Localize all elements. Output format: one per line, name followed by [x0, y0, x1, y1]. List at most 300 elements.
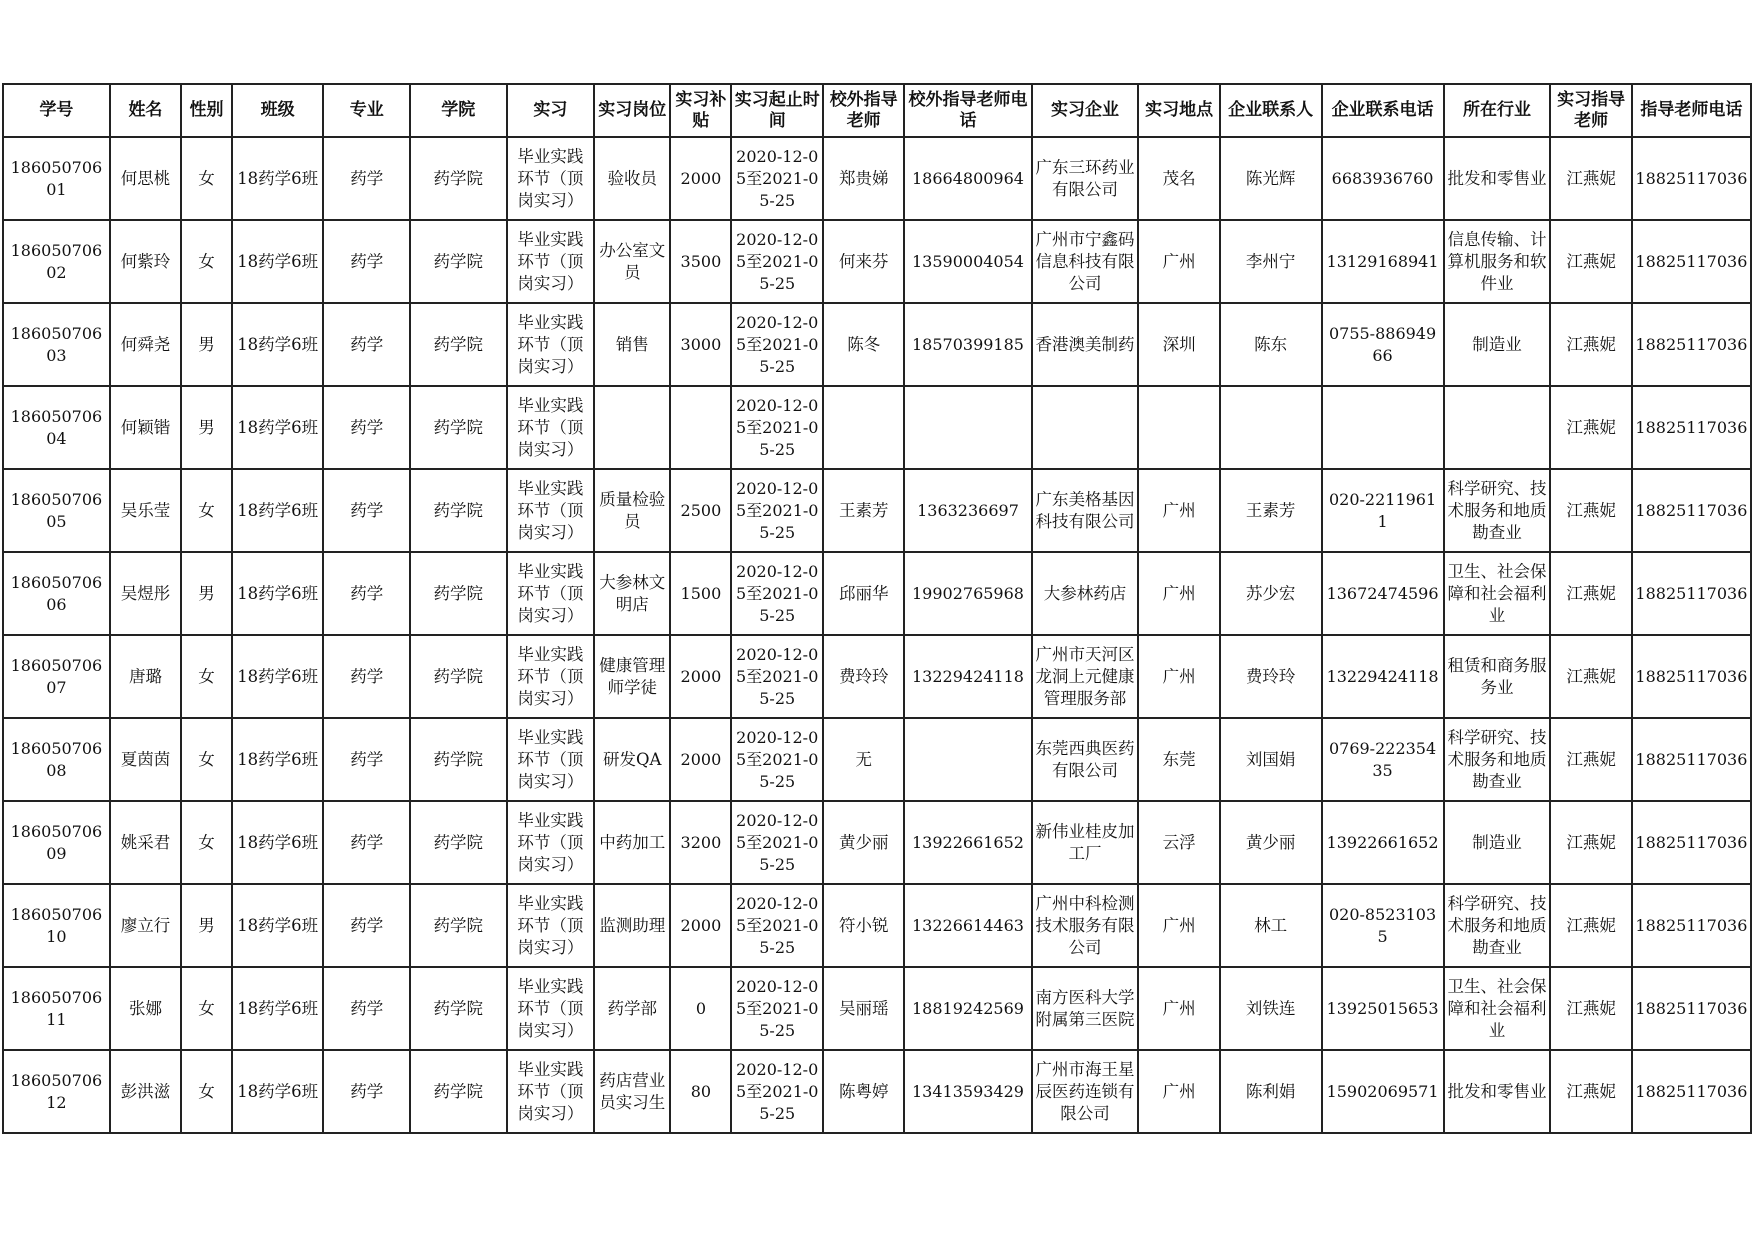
table-cell — [1322, 469, 1444, 552]
table-cell — [1220, 884, 1322, 967]
table-cell — [1032, 1050, 1139, 1133]
cell-text: 13922661652 — [1326, 832, 1439, 852]
table-cell — [110, 469, 181, 552]
cell-text: 江燕妮 — [1566, 168, 1616, 188]
table-cell — [1138, 967, 1219, 1050]
table-cell — [507, 303, 595, 386]
table-cell — [594, 635, 670, 718]
cell-text: 0 — [695, 998, 706, 1018]
table-cell — [410, 220, 507, 303]
table-cell — [3, 220, 110, 303]
cell-text: 男 — [198, 417, 215, 437]
table-cell — [232, 635, 324, 718]
table-cell — [1322, 552, 1444, 635]
cell-text: 南方医科大学附属第三医院 — [1035, 987, 1135, 1029]
column-header: 实习岗位 — [594, 84, 670, 137]
table-cell — [323, 303, 409, 386]
cell-text: 2500 — [680, 500, 722, 520]
table-cell — [410, 1050, 507, 1133]
cell-text: 江燕妮 — [1566, 832, 1616, 852]
table-cell — [232, 1050, 324, 1133]
cell-text: 李州宁 — [1245, 251, 1296, 271]
cell-text: 2020-12-05至2021-05-25 — [735, 395, 819, 459]
table-cell — [507, 220, 595, 303]
table-cell — [670, 552, 731, 635]
table-cell — [1322, 220, 1444, 303]
table-cell — [1632, 801, 1751, 884]
table-cell — [410, 469, 507, 552]
table-cell — [594, 386, 670, 469]
cell-text: 毕业实践环节（顶岗实习） — [517, 644, 584, 708]
cell-text: 陈冬 — [847, 334, 881, 354]
table-cell — [507, 718, 595, 801]
cell-text: 2020-12-05至2021-05-25 — [735, 1059, 819, 1123]
table-cell — [181, 386, 232, 469]
table-cell — [110, 137, 181, 220]
cell-text: 18825117036 — [1635, 334, 1748, 354]
cell-text: 19902765968 — [911, 583, 1024, 603]
table-cell — [181, 884, 232, 967]
table-cell — [823, 303, 904, 386]
table-row — [3, 1050, 1751, 1133]
table-cell — [232, 303, 324, 386]
column-header: 实习指导老师 — [1550, 84, 1631, 137]
cell-text: 3000 — [680, 334, 722, 354]
cell-text: 13925015653 — [1326, 998, 1439, 1018]
cell-text: 18605070604 — [10, 406, 103, 448]
table-cell — [1032, 220, 1139, 303]
cell-text: 药学院 — [433, 583, 484, 603]
table-cell — [904, 137, 1031, 220]
cell-text: 6683936760 — [1331, 168, 1434, 188]
cell-text: 18825117036 — [1635, 998, 1748, 1018]
table-cell — [1444, 801, 1551, 884]
cell-text: 江燕妮 — [1566, 251, 1616, 271]
table-cell — [731, 552, 823, 635]
table-cell — [232, 801, 324, 884]
cell-text: 13229424118 — [1326, 666, 1439, 686]
cell-text: 18825117036 — [1635, 749, 1748, 769]
table-cell — [594, 552, 670, 635]
table-cell — [1220, 386, 1322, 469]
cell-text: 销售 — [615, 334, 649, 354]
table-cell — [594, 801, 670, 884]
table-cell — [1632, 718, 1751, 801]
cell-text: 18825117036 — [1635, 832, 1748, 852]
table-cell — [323, 718, 409, 801]
cell-text: 江燕妮 — [1566, 417, 1616, 437]
column-header: 实习起止时间 — [731, 84, 823, 137]
table-cell — [181, 718, 232, 801]
table-cell — [1550, 137, 1631, 220]
table-cell — [110, 220, 181, 303]
table-cell — [1632, 967, 1751, 1050]
table-cell — [670, 1050, 731, 1133]
table-cell — [3, 884, 110, 967]
cell-text: 2020-12-05至2021-05-25 — [735, 312, 819, 376]
cell-text: 费玲玲 — [838, 666, 889, 686]
table-cell — [904, 386, 1031, 469]
table-body — [3, 137, 1751, 1133]
table-cell — [323, 469, 409, 552]
cell-text: 吴煜彤 — [120, 583, 171, 603]
table-cell — [731, 303, 823, 386]
cell-text: 陈粤婷 — [838, 1081, 889, 1101]
table-cell — [594, 469, 670, 552]
table-cell — [110, 552, 181, 635]
cell-text: 男 — [198, 915, 215, 935]
column-header: 专业 — [323, 84, 409, 137]
table-cell — [904, 469, 1031, 552]
cell-text: 监测助理 — [599, 915, 666, 935]
cell-text: 女 — [198, 500, 215, 520]
table-cell — [823, 801, 904, 884]
cell-text: 女 — [198, 666, 215, 686]
table-cell — [507, 1050, 595, 1133]
cell-text: 黄少丽 — [838, 832, 889, 852]
table-cell — [1550, 718, 1631, 801]
cell-text: 药学院 — [433, 998, 484, 1018]
cell-text: 药学 — [350, 168, 384, 188]
cell-text: 18825117036 — [1635, 417, 1748, 437]
cell-text: 18570399185 — [911, 334, 1024, 354]
cell-text: 0755-88694966 — [1328, 323, 1437, 365]
table-cell — [1444, 137, 1551, 220]
cell-text: 姚采君 — [120, 832, 171, 852]
table-cell — [232, 386, 324, 469]
table-cell — [731, 801, 823, 884]
table-cell — [110, 386, 181, 469]
column-header: 实习企业 — [1032, 84, 1139, 137]
table-cell — [1032, 884, 1139, 967]
table-cell — [670, 220, 731, 303]
cell-text: 毕业实践环节（顶岗实习） — [517, 976, 584, 1040]
table-cell — [1632, 884, 1751, 967]
table-cell — [1138, 386, 1219, 469]
table-cell — [232, 137, 324, 220]
cell-text: 大参林药店 — [1043, 583, 1127, 603]
cell-text: 18药学6班 — [237, 417, 319, 437]
table-cell — [670, 635, 731, 718]
table-cell — [1032, 469, 1139, 552]
cell-text: 江燕妮 — [1566, 334, 1616, 354]
table-cell — [1032, 386, 1139, 469]
table-cell — [1032, 967, 1139, 1050]
table-cell — [232, 469, 324, 552]
cell-text: 2020-12-05至2021-05-25 — [735, 893, 819, 957]
table-cell — [731, 967, 823, 1050]
cell-text: 18605070606 — [10, 572, 103, 614]
cell-text: 中药加工 — [599, 832, 666, 852]
cell-text: 3200 — [680, 832, 722, 852]
table-cell — [823, 884, 904, 967]
table-cell — [323, 635, 409, 718]
cell-text: 批发和零售业 — [1447, 1081, 1547, 1101]
cell-text: 18605070605 — [10, 489, 103, 531]
cell-text: 18825117036 — [1635, 500, 1748, 520]
table-row — [3, 884, 1751, 967]
cell-text: 2000 — [680, 915, 722, 935]
table-cell — [3, 1050, 110, 1133]
table-cell — [823, 469, 904, 552]
table-cell — [1322, 884, 1444, 967]
table-cell — [3, 469, 110, 552]
table-cell — [1550, 635, 1631, 718]
cell-text: 广州市宁鑫码信息科技有限公司 — [1035, 229, 1135, 293]
table-cell — [1138, 884, 1219, 967]
cell-text: 毕业实践环节（顶岗实习） — [517, 893, 584, 957]
table-cell — [323, 552, 409, 635]
header-row — [3, 84, 1751, 137]
table-cell — [594, 1050, 670, 1133]
table-cell — [1322, 801, 1444, 884]
table-cell — [1032, 303, 1139, 386]
cell-text: 研发QA — [603, 749, 662, 769]
table-cell — [731, 1050, 823, 1133]
cell-text: 18605070612 — [10, 1070, 103, 1112]
table-header — [3, 84, 1751, 137]
table-cell — [410, 801, 507, 884]
cell-text: 广州 — [1162, 251, 1196, 271]
cell-text: 18825117036 — [1635, 251, 1748, 271]
cell-text: 药学 — [350, 334, 384, 354]
table-cell — [1550, 386, 1631, 469]
table-cell — [823, 386, 904, 469]
table-cell — [823, 220, 904, 303]
cell-text: 毕业实践环节（顶岗实习） — [517, 478, 584, 542]
cell-text: 香港澳美制药 — [1035, 334, 1135, 354]
table-cell — [1444, 884, 1551, 967]
table-cell — [507, 635, 595, 718]
cell-text: 广州市海王星辰医药连锁有限公司 — [1035, 1059, 1135, 1123]
table-cell — [507, 386, 595, 469]
table-cell — [1632, 220, 1751, 303]
cell-text: 东莞西典医药有限公司 — [1035, 738, 1135, 780]
table-cell — [731, 718, 823, 801]
table-cell — [1220, 552, 1322, 635]
cell-text: 18药学6班 — [237, 251, 319, 271]
table-cell — [823, 718, 904, 801]
cell-text: 邱丽华 — [838, 583, 889, 603]
table-cell — [1032, 137, 1139, 220]
column-header: 实习 — [507, 84, 595, 137]
table-cell — [670, 718, 731, 801]
table-cell — [1444, 303, 1551, 386]
cell-text: 药学院 — [433, 500, 484, 520]
table-cell — [670, 801, 731, 884]
cell-text: 办公室文员 — [599, 240, 666, 282]
cell-text: 18药学6班 — [237, 334, 319, 354]
cell-text: 18药学6班 — [237, 666, 319, 686]
cell-text: 18825117036 — [1635, 666, 1748, 686]
cell-text: 药学 — [350, 832, 384, 852]
table-row — [3, 137, 1751, 220]
cell-text: 郑贵娣 — [838, 168, 889, 188]
cell-text: 广州 — [1162, 915, 1196, 935]
cell-text: 2020-12-05至2021-05-25 — [735, 146, 819, 210]
cell-text: 王素芳 — [1245, 500, 1296, 520]
cell-text: 广州 — [1162, 500, 1196, 520]
cell-text: 深圳 — [1162, 334, 1196, 354]
table-cell — [1322, 718, 1444, 801]
table-cell — [731, 884, 823, 967]
table-cell — [1322, 386, 1444, 469]
cell-text: 18药学6班 — [237, 1081, 319, 1101]
cell-text: 费玲玲 — [1245, 666, 1296, 686]
cell-text: 药学院 — [433, 334, 484, 354]
cell-text: 质量检验员 — [599, 489, 666, 531]
table-cell — [594, 718, 670, 801]
table-cell — [110, 635, 181, 718]
cell-text: 科学研究、技术服务和地质勘查业 — [1447, 727, 1547, 791]
cell-text: 江燕妮 — [1566, 1081, 1616, 1101]
cell-text: 药学 — [350, 251, 384, 271]
cell-text: 刘国娟 — [1245, 749, 1296, 769]
table-cell — [904, 635, 1031, 718]
table-row — [3, 635, 1751, 718]
cell-text: 2000 — [680, 666, 722, 686]
table-row — [3, 718, 1751, 801]
table-cell — [181, 552, 232, 635]
cell-text: 租赁和商务服务业 — [1447, 655, 1547, 697]
cell-text: 18药学6班 — [237, 500, 319, 520]
cell-text: 2000 — [680, 749, 722, 769]
cell-text: 卫生、社会保障和社会福利业 — [1447, 976, 1547, 1040]
cell-text: 药学院 — [433, 915, 484, 935]
table-cell — [1138, 220, 1219, 303]
cell-text: 18605070608 — [10, 738, 103, 780]
cell-text: 18825117036 — [1635, 583, 1748, 603]
cell-text: 18药学6班 — [237, 998, 319, 1018]
table-cell — [904, 1050, 1031, 1133]
cell-text: 2020-12-05至2021-05-25 — [735, 229, 819, 293]
table-cell — [670, 967, 731, 1050]
table-cell — [1322, 137, 1444, 220]
cell-text: 江燕妮 — [1566, 998, 1616, 1018]
cell-text: 何来芬 — [838, 251, 889, 271]
table-cell — [1138, 635, 1219, 718]
column-header: 姓名 — [110, 84, 181, 137]
cell-text: 13129168941 — [1326, 251, 1439, 271]
cell-text: 13590004054 — [911, 251, 1024, 271]
cell-text: 13226614463 — [911, 915, 1024, 935]
cell-text: 制造业 — [1472, 334, 1522, 354]
cell-text: 18药学6班 — [237, 168, 319, 188]
cell-text: 3500 — [680, 251, 722, 271]
table-cell — [823, 635, 904, 718]
cell-text: 广东美格基因科技有限公司 — [1035, 489, 1135, 531]
table-cell — [1220, 469, 1322, 552]
table-cell — [232, 718, 324, 801]
table-cell — [1550, 967, 1631, 1050]
cell-text: 18819242569 — [911, 998, 1024, 1018]
cell-text: 药学院 — [433, 749, 484, 769]
cell-text: 验收员 — [607, 168, 657, 188]
cell-text: 2000 — [680, 168, 722, 188]
table-cell — [507, 801, 595, 884]
cell-text: 何舜尧 — [120, 334, 171, 354]
cell-text: 江燕妮 — [1566, 500, 1616, 520]
cell-text: 15902069571 — [1326, 1081, 1439, 1101]
table-cell — [1138, 552, 1219, 635]
cell-text: 张娜 — [128, 998, 162, 1018]
cell-text: 男 — [198, 583, 215, 603]
cell-text: 广州 — [1162, 666, 1196, 686]
table-cell — [904, 220, 1031, 303]
cell-text: 女 — [198, 749, 215, 769]
table-cell — [1032, 801, 1139, 884]
cell-text: 药学 — [350, 583, 384, 603]
table-cell — [904, 718, 1031, 801]
table-row — [3, 801, 1751, 884]
table-cell — [594, 884, 670, 967]
table-cell — [232, 967, 324, 1050]
table-row — [3, 552, 1751, 635]
cell-text: 制造业 — [1472, 832, 1522, 852]
cell-text: 13229424118 — [911, 666, 1024, 686]
table-cell — [323, 801, 409, 884]
cell-text: 2020-12-05至2021-05-25 — [735, 810, 819, 874]
table-cell — [731, 137, 823, 220]
cell-text: 18825117036 — [1635, 168, 1748, 188]
table-cell — [181, 635, 232, 718]
column-header: 学号 — [3, 84, 110, 137]
cell-text: 18药学6班 — [237, 583, 319, 603]
table-cell — [323, 1050, 409, 1133]
cell-text: 药学院 — [433, 832, 484, 852]
cell-text: 东莞 — [1162, 749, 1196, 769]
cell-text: 苏少宏 — [1245, 583, 1296, 603]
cell-text: 何紫玲 — [120, 251, 171, 271]
table-cell — [1220, 220, 1322, 303]
table-cell — [181, 469, 232, 552]
cell-text: 药学 — [350, 1081, 384, 1101]
table-cell — [1550, 303, 1631, 386]
cell-text: 2020-12-05至2021-05-25 — [735, 644, 819, 708]
column-header: 指导老师电话 — [1632, 84, 1751, 137]
cell-text: 18605070610 — [10, 904, 103, 946]
table-cell — [1138, 469, 1219, 552]
table-cell — [181, 220, 232, 303]
column-header: 学院 — [410, 84, 507, 137]
table-cell — [1220, 718, 1322, 801]
table-cell — [507, 137, 595, 220]
cell-text: 女 — [198, 1081, 215, 1101]
table-cell — [3, 635, 110, 718]
cell-text: 江燕妮 — [1566, 915, 1616, 935]
cell-text: 吴丽瑶 — [838, 998, 889, 1018]
cell-text: 卫生、社会保障和社会福利业 — [1447, 561, 1547, 625]
cell-text: 2020-12-05至2021-05-25 — [735, 478, 819, 542]
table-cell — [110, 884, 181, 967]
table-cell — [904, 967, 1031, 1050]
cell-text: 0769-22235435 — [1328, 738, 1437, 780]
table-cell — [731, 469, 823, 552]
table-cell — [3, 137, 110, 220]
table-cell — [3, 718, 110, 801]
table-cell — [507, 552, 595, 635]
cell-text: 江燕妮 — [1566, 749, 1616, 769]
cell-text: 药学 — [350, 998, 384, 1018]
table-cell — [1632, 1050, 1751, 1133]
table-cell — [232, 884, 324, 967]
table-row — [3, 967, 1751, 1050]
cell-text: 健康管理师学徒 — [599, 655, 666, 697]
table-cell — [1444, 967, 1551, 1050]
cell-text: 18药学6班 — [237, 915, 319, 935]
table-cell — [594, 967, 670, 1050]
table-cell — [410, 635, 507, 718]
